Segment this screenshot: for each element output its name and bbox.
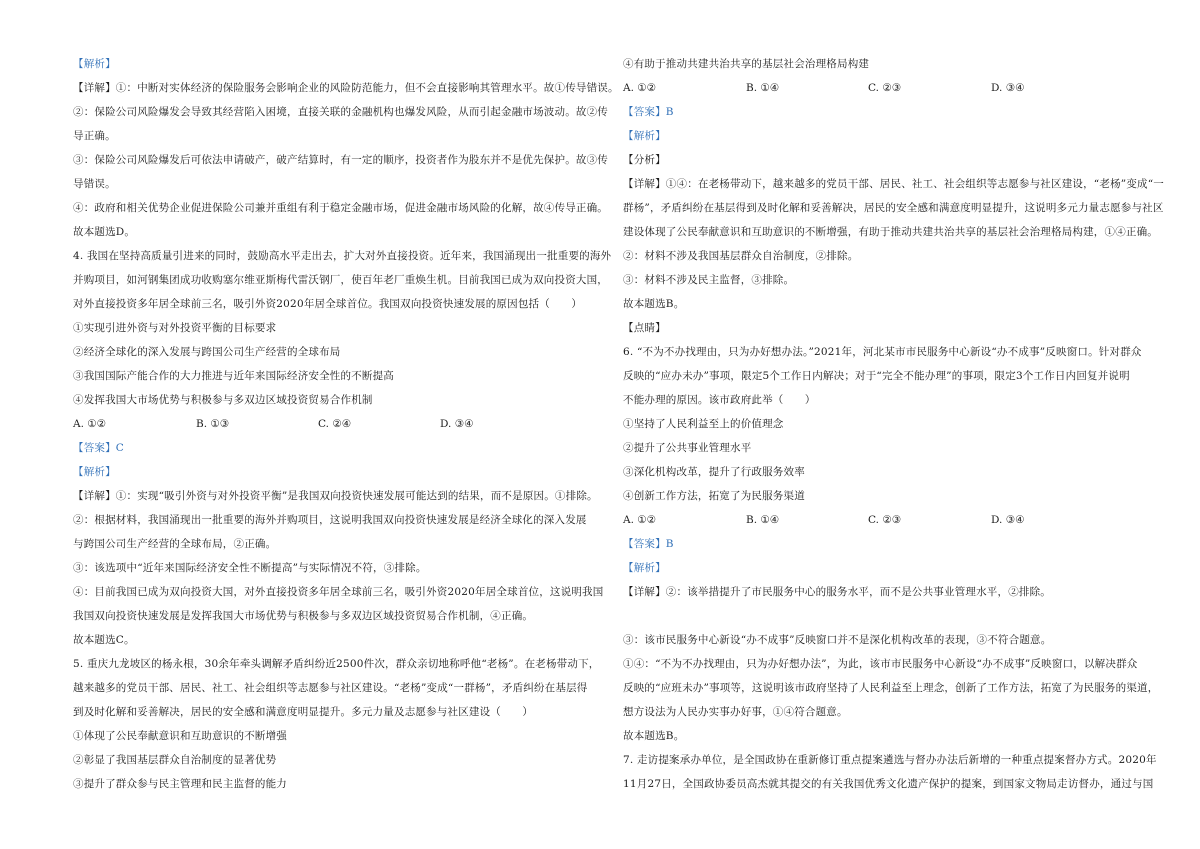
question-4-stem: 对外直接投资多年居全球前三名，吸引外资2020年居全球首位。我国双向投资快速发展的原因包括（ ） <box>73 298 583 310</box>
analysis-tag: 【解析】 <box>73 466 116 478</box>
question-7-stem: 11月27日，全国政协委员高杰就其提交的有关我国优秀文化遗产保护的提案，到国家文物局走访督办，通过与国 <box>623 778 1154 790</box>
question-6-statement: ④创新工作方法，拓宽了为民服务渠道 <box>623 490 805 502</box>
analysis-heading: 【分析】 <box>623 154 666 166</box>
question-5-statement: ②彰显了我国基层群众自治制度的显著优势 <box>73 754 277 766</box>
question-6-statement: ②提升了公共事业管理水平 <box>623 442 752 454</box>
question-5-statement: ①体现了公民奉献意识和互助意识的不断增强 <box>73 730 287 742</box>
detail-paragraph: ③：该选项中“近年来国际经济安全性不断提高”与实际情况不符，③排除。 <box>73 562 427 574</box>
question-4-stem: 并购项目，如河钢集团成功收购塞尔维亚斯梅代雷沃钢厂，使百年老厂重焕生机。目前我国已成为双向投资大国， <box>73 274 608 286</box>
detail-paragraph: 反映的“应班未办”事项等，这说明该市政府坚持了人民利益至上理念，创新了工作方法，拓宽了为民服务的渠道， <box>623 682 1159 694</box>
conclusion-line: 故本题选B。 <box>623 730 685 742</box>
question-6-option-c: C. ②③ <box>868 514 902 526</box>
conclusion-line: 故本题选B。 <box>623 298 685 310</box>
detail-paragraph: ②：根据材料，我国涌现出一批重要的海外并购项目，这说明我国双向投资快速发展是经济全球化的深入发展 <box>73 514 587 526</box>
analysis-tag: 【解析】 <box>73 58 116 70</box>
question-6-stem: 不能办理的原因。该市政府此举（ ） <box>623 394 816 406</box>
detail-paragraph: ③：保险公司风险爆发后可依法申请破产，破产结算时，有一定的顺序，投资者作为股东并不是优先保护。故③传 <box>73 154 608 166</box>
detail-paragraph: 想方设法为人民办实事办好事，①④符合题意。 <box>623 706 848 718</box>
question-6-option-d: D. ③④ <box>991 514 1025 526</box>
tip-heading: 【点睛】 <box>623 322 666 334</box>
question-4-option-d: D. ③④ <box>440 418 474 430</box>
detail-paragraph: 导错误。 <box>73 178 116 190</box>
detail-paragraph: ①④：“不为不办找理由，只为办好想办法”，为此，该市市民服务中心新设“办不成事”反映窗口，以解决群众 <box>623 658 1138 670</box>
detail-paragraph: ③：材料不涉及民主监督，③排除。 <box>623 274 795 286</box>
detail-paragraph: 建设体现了公民奉献意识和互助意识的不断增强，有助于推动共建共治共享的基层社会治理格局构建，①④正确。 <box>623 226 1158 238</box>
question-4-option-c: C. ②④ <box>318 418 352 430</box>
question-7-stem: 7. 走访提案承办单位，是全国政协在重新修订重点提案遴选与督办办法后新增的一种重点提案督办方式。2020年 <box>623 754 1157 766</box>
detail-paragraph: 【详解】①④：在老杨带动下，越来越多的党员干部、居民、社工、社会组织等志愿参与社区建设，“老杨”变成“一 <box>623 178 1165 190</box>
question-4-option-b: B. ①③ <box>196 418 230 430</box>
question-6-stem: 反映的“应办未办”事项，限定5个工作日内解决；对于“完全不能办理”的事项，限定3个工作日内回复并说明 <box>623 370 1130 382</box>
answer-tag: 【答案】C <box>73 442 125 454</box>
question-4-statement: ③我国国际产能合作的大力推进与近年来国际经济安全性的不断提高 <box>73 370 394 382</box>
detail-paragraph: 【详解】①：实现“吸引外资与对外投资平衡”是我国双向投资快速发展可能达到的结果，而不是原因。①排除。 <box>73 490 598 502</box>
question-5-statement: ④有助于推动共建共治共享的基层社会治理格局构建 <box>623 58 870 70</box>
detail-paragraph: 群杨”，矛盾纠纷在基层得到及时化解和妥善解决，居民的安全感和满意度明显提升，这说明多元力量志愿参与社区 <box>623 202 1164 214</box>
question-5-option-a: A. ①② <box>623 82 657 94</box>
question-5-stem: 到及时化解和妥善解决，居民的安全感和满意度明显提升。多元力量及志愿参与社区建设（ ） <box>73 706 534 718</box>
question-5-stem: 越来越多的党员干部、居民、社工、社会组织等志愿参与社区建设。“老杨”变成“一群杨”，矛盾纠纷在基层得 <box>73 682 588 694</box>
answer-tag: 【答案】B <box>623 538 674 550</box>
question-6-option-b: B. ①④ <box>746 514 780 526</box>
analysis-tag: 【解析】 <box>623 562 666 574</box>
question-6-stem: 6. “不为不办找理由，只为办好想办法。”2021年，河北某市市民服务中心新设“办不成事”反映窗口。针对群众 <box>623 346 1142 358</box>
question-4-statement: ④发挥我国大市场优势与积极参与多双边区域投资贸易合作机制 <box>73 394 373 406</box>
question-5-option-b: B. ①④ <box>746 82 780 94</box>
question-6-option-a: A. ①② <box>623 514 657 526</box>
detail-paragraph: ②：材料不涉及我国基层群众自治制度，②排除。 <box>623 250 859 262</box>
analysis-tag: 【解析】 <box>623 130 666 142</box>
question-4-statement: ①实现引进外资与对外投资平衡的目标要求 <box>73 322 277 334</box>
detail-paragraph: ③：该市民服务中心新设“办不成事”反映窗口并不是深化机构改革的表现，③不符合题意。 <box>623 634 1052 646</box>
question-4-stem: 4. 我国在坚持高质量引进来的同时，鼓励高水平走出去，扩大对外直接投资。近年来，我国涌现出一批重要的海外 <box>73 250 612 262</box>
detail-paragraph: 【详解】②：该举措提升了市民服务中心的服务水平，而不是公共事业管理水平，②排除。 <box>623 586 1051 598</box>
question-5-statement: ③提升了群众参与民主管理和民主监督的能力 <box>73 778 287 790</box>
question-4-option-a: A. ①② <box>73 418 107 430</box>
detail-paragraph: 我国双向投资快速发展是发挥我国大市场优势与积极参与多双边区域投资贸易合作机制，④正确。 <box>73 610 534 622</box>
question-5-option-d: D. ③④ <box>991 82 1025 94</box>
question-5-stem: 5. 重庆九龙坡区的杨永根，30余年牵头调解矛盾纠纷近2500件次，群众亲切地称呼他“老杨”。在老杨带动下， <box>73 658 600 670</box>
question-6-statement: ③深化机构改革，提升了行政服务效率 <box>623 466 805 478</box>
answer-tag: 【答案】B <box>623 106 674 118</box>
question-6-statement: ①坚持了人民利益至上的价值理念 <box>623 418 784 430</box>
question-4-statement: ②经济全球化的深入发展与跨国公司生产经营的全球布局 <box>73 346 341 358</box>
detail-paragraph: ④：政府和相关优势企业促进保险公司兼并重组有利于稳定金融市场，促进金融市场风险的化解，故④传导正确。 <box>73 202 608 214</box>
detail-paragraph: ④：目前我国已成为双向投资大国，对外直接投资多年居全球前三名，吸引外资2020年居全球首位，这说明我国 <box>73 586 604 598</box>
detail-paragraph: 导正确。 <box>73 130 116 142</box>
detail-paragraph: ②：保险公司风险爆发会导致其经营陷入困境，直接关联的金融机构也爆发风险，从而引起金融市场波动。故②传 <box>73 106 608 118</box>
conclusion-line: 故本题选C。 <box>73 634 135 646</box>
detail-paragraph: 与跨国公司生产经营的全球布局，②正确。 <box>73 538 277 550</box>
detail-paragraph: 【详解】①：中断对实体经济的保险服务会影响企业的风险防范能力，但不会直接影响其管理水平。故①传导错误。 <box>73 82 619 94</box>
conclusion-line: 故本题选D。 <box>73 226 136 238</box>
question-5-option-c: C. ②③ <box>868 82 902 94</box>
